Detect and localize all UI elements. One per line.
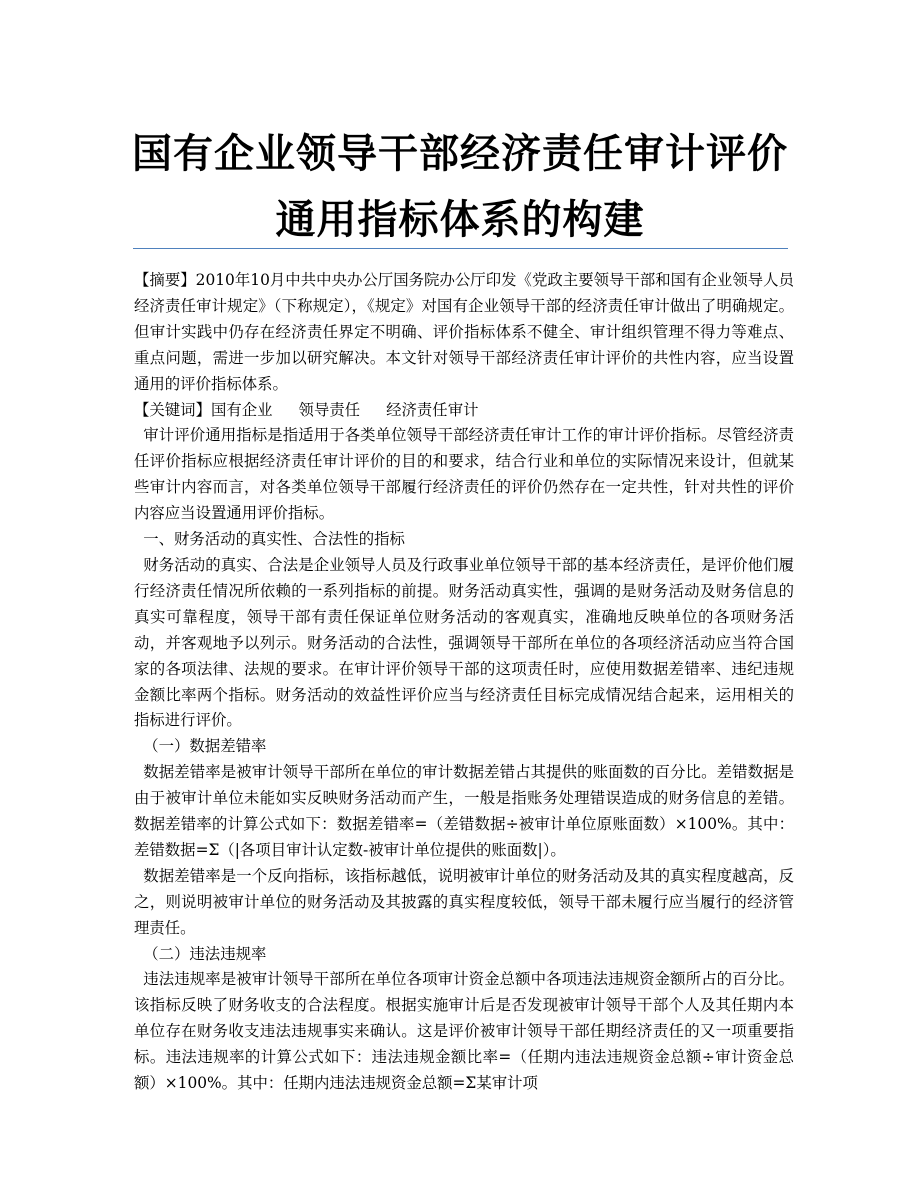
intro-paragraph: 审计评价通用指标是指适用于各类单位领导干部经济责任审计工作的审计评价指标。尽管经济责任评价指标应根据经济责任审计评价的目的和要求，结合行业和单位的实际情况来设计，但就某些审计内容而言，对各类单位领导干部履行经济责任的评价仍然存在一定共性，针对共性的评价内容应当设置通用评价指标。 — [134, 426, 794, 523]
subsection-2-heading: （二）违法违规率 — [143, 944, 267, 963]
section-1-heading: 一、财务活动的真实性、合法性的指标 — [143, 530, 405, 549]
title-line-2: 通用指标体系的构建 — [275, 197, 645, 243]
title-line-1: 国有企业领导干部经济责任审计评价 — [132, 131, 788, 177]
document-body — [134, 268, 794, 1097]
keyword-3: 经济责任审计 — [386, 400, 479, 419]
keyword-2: 领导责任 — [298, 400, 361, 419]
abstract-paragraph: 【摘要】2010年10月中共中央办公厅国务院办公厅印发《党政主要领导干部和国有企业领导人员经济责任审计规定》（下称规定），《规定》对国有企业领导干部的经济责任审计做出了明确规定。但审计实践中仍存在经济责任界定不明确、评价指标体系不健全、审计组织管理不得力等难点、重点问题，需进一步加以研究解决。本文针对领导干部经济责任审计评价的共性内容，应当设置通用的评价指标体系。 — [134, 271, 794, 393]
subsection-1-paragraph-1: 数据差错率是被审计领导干部所在单位的审计数据差错占其提供的账面数的百分比。差错数据是由于被审计单位未能如实反映财务活动而产生，一般是指账务处理错误造成的财务信息的差错。数据差错率的计算公式如下：数据差错率=（差错数据÷被审计单位原账面数）×100%。其中：差错数据=Σ（|各项目审计认定数-被审计单位提供的账面数|）。 — [134, 763, 794, 859]
keywords-line — [134, 398, 794, 424]
subsection-1-heading: （一）数据差错率 — [143, 737, 267, 756]
subsection-1-paragraph-2: 数据差错率是一个反向指标，该指标越低，说明被审计单位的财务活动及其的真实程度越高，反之，则说明被审计单位的财务活动及其披露的真实程度较低，领导干部未履行应当履行的经济管理责任。 — [134, 866, 794, 937]
title-divider — [133, 248, 788, 249]
keyword-1: 国有企业 — [210, 400, 273, 419]
section-1-paragraph: 财务活动的真实、合法是企业领导人员及行政事业单位领导干部的基本经济责任，是评价他们履行经济责任情况所依赖的一系列指标的前提。财务活动真实性，强调的是财务活动及财务信息的真实可靠程度，领导干部有责任保证单位财务活动的客观真实，准确地反映单位的各项财务活动，并客观地予以列示。财务活动的合法性，强调领导干部所在单位的各项经济活动应当符合国家的各项法律、法规的要求。在审计评价领导干部的这项责任时，应使用数据差错率、违纪违规金额比率两个指标。财务活动的效益性评价应当与经济责任目标完成情况结合起来，运用相关的指标进行评价。 — [134, 555, 794, 730]
subsection-2-paragraph: 违法违规率是被审计领导干部所在单位各项审计资金总额中各项违法违规资金额所占的百分比。该指标反映了财务收支的合法程度。根据实施审计后是否发现被审计领导干部个人及其任期内本单位存在财务收支违法违规事实来确认。这是评价被审计领导干部任期经济责任的又一项重要指标。违法违规率的计算公式如下：违法违规金额比率=（任期内违法违规资金总额÷审计资金总额）×100%。其中：任期内违法违规资金总额=Σ某审计项 — [134, 970, 794, 1093]
keywords-label: 【关键词】 — [134, 400, 211, 419]
